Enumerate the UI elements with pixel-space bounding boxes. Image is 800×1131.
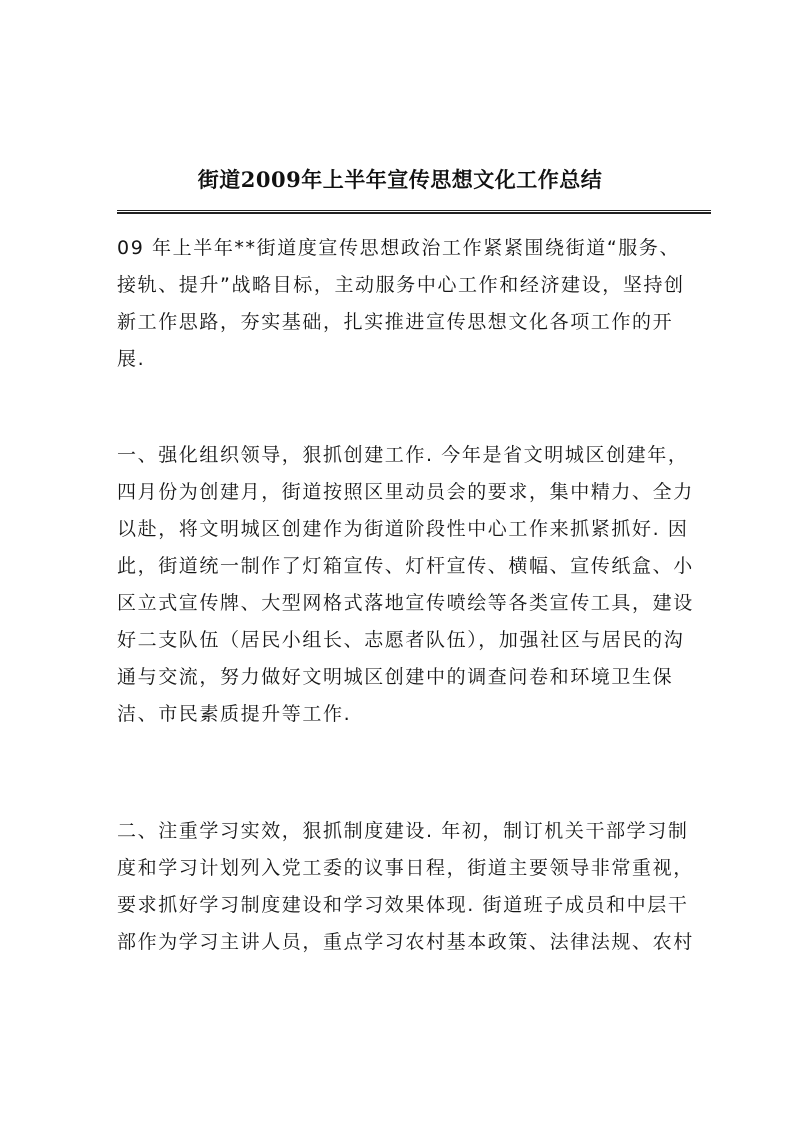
paragraph-line: 洁、市民素质提升等工作. [117, 703, 352, 725]
paragraph-section-two [117, 813, 717, 961]
paragraph-line: 要求抓好学习制度建设和学习效果体现. 街道班子成员和中层干 [117, 894, 689, 916]
paragraph-line: 四月份为创建月，街道按照区里动员会的要求，集中精力、全力 [117, 481, 694, 503]
paragraph-line: 新工作思路，夯实基础，扎实推进宣传思想文化各项工作的开 [117, 311, 674, 333]
title-divider [117, 210, 711, 216]
paragraph-line: 部作为学习主讲人员，重点学习农村基本政策、法律法规、农村 [117, 931, 694, 953]
paragraph-section-one [117, 437, 717, 733]
paragraph-line: 一、强化组织领导，狠抓创建工作. 今年是省文明城区创建年， [117, 444, 689, 466]
paragraph-line: 度和学习计划列入党工委的议事日程，街道主要领导非常重视， [117, 857, 694, 879]
paragraph-line: 好二支队伍（居民小组长、志愿者队伍），加强社区与居民的沟 [117, 629, 685, 651]
paragraph-line: 09 年上半年**街道度宣传思想政治工作紧紧围绕街道“服务、 [117, 237, 681, 259]
paragraph-intro [117, 230, 717, 378]
paragraph-line: 此，街道统一制作了灯箱宣传、灯杆宣传、横幅、宣传纸盒、小 [117, 555, 694, 577]
title-divider-thin-line [117, 210, 711, 211]
title-divider-thick-line [117, 212, 711, 214]
paragraph-line: 区立式宣传牌、大型网格式落地宣传喷绘等各类宣传工具，建设 [117, 592, 694, 614]
paragraph-line: 以赴，将文明城区创建作为街道阶段性中心工作来抓紧抓好. 因 [117, 518, 689, 540]
paragraph-line: 展. [117, 348, 146, 370]
paragraph-line: 接轨、提升”战略目标，主动服务中心工作和经济建设，坚持创 [117, 274, 685, 296]
document-title: 街道2009年上半年宣传思想文化工作总结 [197, 167, 603, 192]
paragraph-line: 通与交流，努力做好文明城区创建中的调查问卷和环境卫生保 [117, 666, 674, 688]
paragraph-line: 二、注重学习实效，狠抓制度建设. 年初，制订机关干部学习制 [117, 820, 689, 842]
